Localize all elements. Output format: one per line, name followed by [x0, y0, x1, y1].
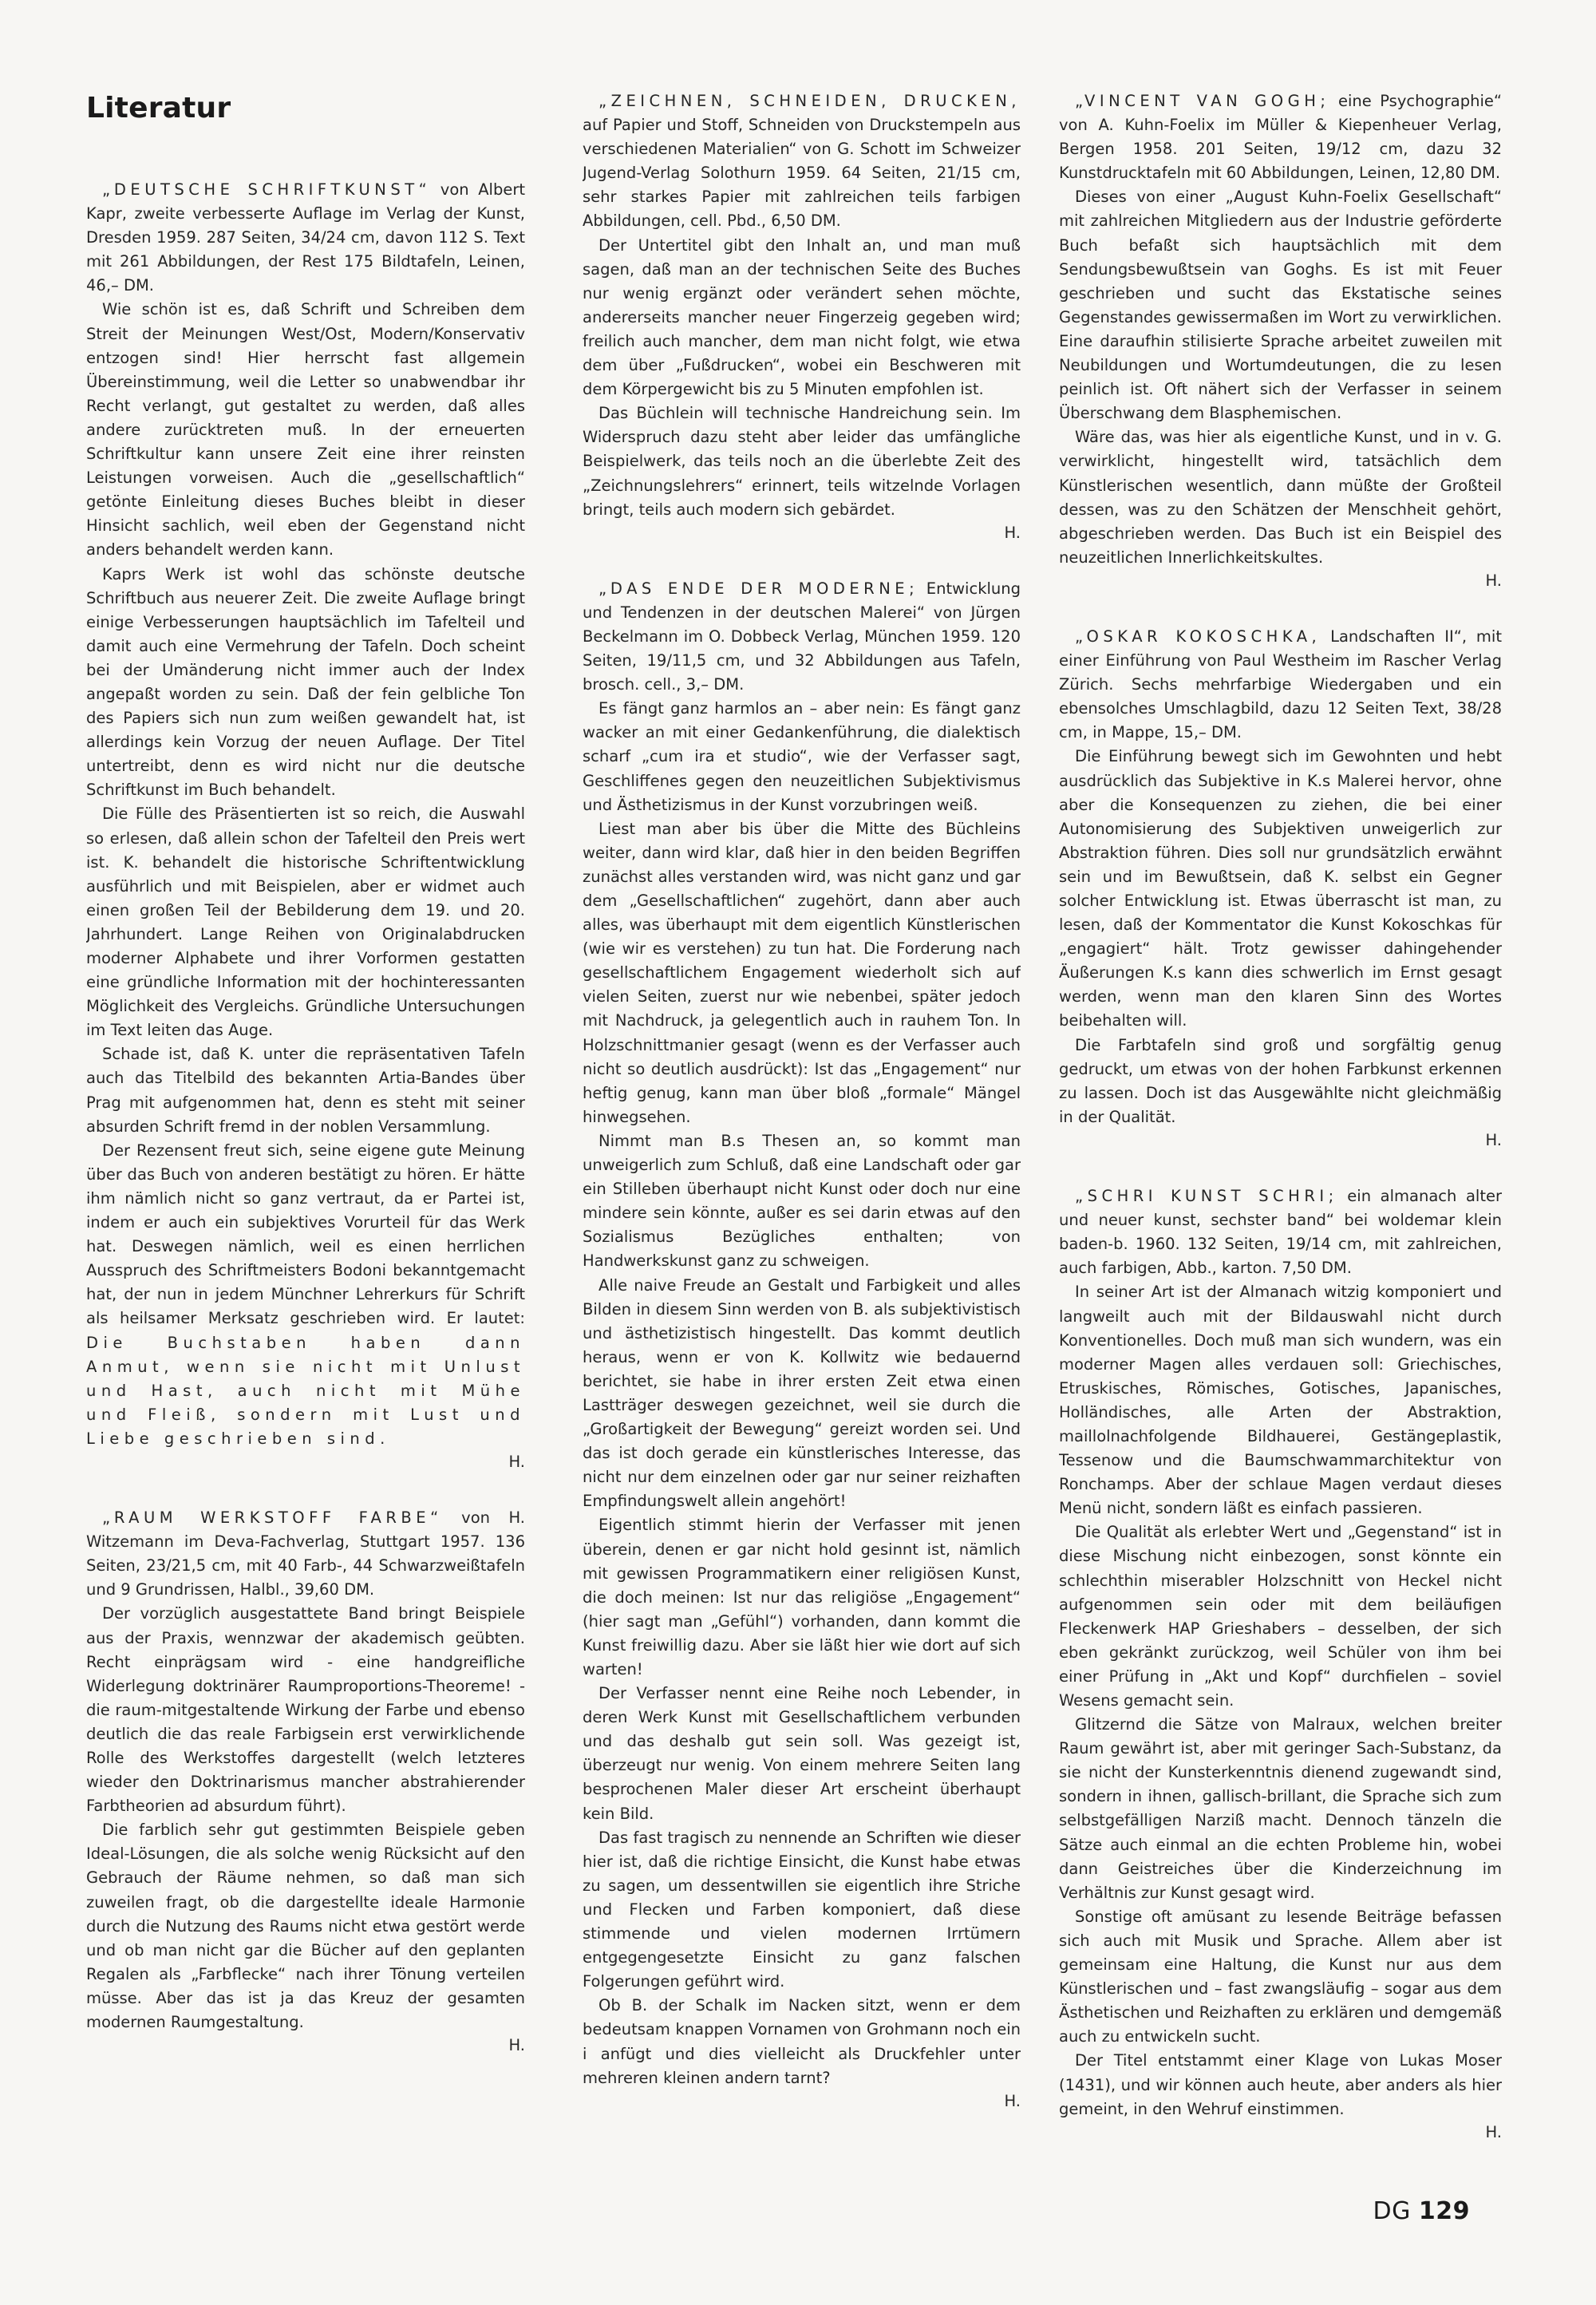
journal-abbreviation: DG: [1373, 2197, 1411, 2225]
review-citation: „DEUTSCHE SCHRIFTKUNST“ von Albert Kapr, zweite verbesserte Auflage im Verlag der Kunst, Dresden 1959. 287 Seiten, 34/24 cm, davon 112 S. Text mit 261 Abbildungen, der Rest 175 Bildtafeln, Leinen, 46,– DM.: [86, 180, 525, 295]
review-schri-kunst-schri: [1059, 1184, 1502, 2145]
review-das-ende-der-moderne: [583, 577, 1021, 2113]
review-oskar-kokoschka: [1059, 625, 1502, 1152]
review-citation: „VINCENT VAN GOGH; eine Psychographie“ von A. Kuhn-Foelix im Müller & Kiepenheuer Verlag, Bergen 1958. 201 Seiten, 19/12 cm, dazu 32 Kunstdrucktafeln mit 60 Abbildungen, Leinen, 12,80 DM.: [1059, 92, 1502, 183]
review-paragraph: Der Verfasser nennt eine Reihe noch Lebender, in deren Werk Kunst mit Gesellschaftlichem verbunden und das deshalb gut sein soll. Was gezeigt ist, überzeugt nur wenig. Von einem mehrere Seiten lang besprochenen Maler dieser Art erscheint überhaupt kein Bild.: [583, 1684, 1021, 1823]
review-citation: „OSKAR KOKOSCHKA, Landschaften II“, mit einer Einführung von Paul Westheim im Rascher Verlag Zürich. Sechs mehrfarbige Wiedergaben und ein ebensolches Umschlagbild, dazu 12 Seiten Text, 38/28 cm, in Mappe, 15,– DM.: [1059, 627, 1502, 742]
review-paragraph: Eigentlich stimmt hierin der Verfasser mit jenen überein, denen er gar nicht hold gesinnt ist, nämlich mit gewissen Programmatikern einer religiösen Kunst, die doch meinen: Ist nur das religiöse „Engagement“ (hier sagt man „Gefühl“) vorhanden, dann kommt die Kunst freiwillig dazu. Aber sie läßt hier wie dort auf sich warten!: [583, 1516, 1021, 1678]
review-paragraph: Wie schön ist es, daß Schrift und Schreiben dem Streit der Meinungen West/Ost, Modern/Konservativ entzogen sind! Hier herrscht fast allgemein Übereinstimmung, weil die Letter so unabwendbar ihr Recht verlangt, gut gestaltet zu werden, daß alles andere zurücktreten muß. In der erneuerten Schriftkultur kann unsere Zeit eine ihrer reinsten Leistungen vorweisen. Auch die „gesellschaftlich“ getönte Einleitung dieses Buches bleibt in dieser Hinsicht sachlich, weil eben der Gegenstand nicht anders behandelt werden kann.: [86, 300, 525, 559]
column-right: [1059, 89, 1502, 2173]
review-paragraph: Dieses von einer „August Kuhn-Foelix Gesellschaft“ mit zahlreichen Mitgliedern aus der Industrie geförderte Buch befaßt sich hauptsächlich mit dem Sendungsbewußtsein van Goghs. Es ist mit Feuer geschrieben und sucht das Ekstatische seines Gegenstandes gewissermaßen im Wort zu verwirklichen. Eine daraufhin stilisierte Sprache arbeitet zuweilen mit Neubildungen und Wortumdeutungen, die zu lesen peinlich ist. Oft nähert sich der Verfasser in seinem Überschwang dem Blasphemischen.: [1059, 188, 1502, 423]
review-paragraph: Der Rezensent freut sich, seine eigene gute Meinung über das Buch von anderen bestätigt zu hören. Er hätte ihm nämlich nicht so ganz vertraut, da er Partei ist, indem er auch ein subjektives Vorurteil für das Werk hat. Deswegen nämlich, weil es einen herrlichen Ausspruch des Schriftmeisters Bodoni bekanntgemacht hat, der nun in jedem Münchner Lehrerkurs für Schrift als heilsamer Merksatz geschrieben wird. Er lautet: Die Buchstaben haben dann Anmut, wenn sie nicht mit Unlust und Hast, auch nicht mit Mühe und Fleiß, sondern mit Lust und Liebe geschrieben sind.: [86, 1141, 525, 1448]
review-title: „DEUTSCHE SCHRIFTKUNST“: [102, 180, 432, 199]
review-paragraph: Kaprs Werk ist wohl das schönste deutsche Schriftbuch aus neuerer Zeit. Die zweite Auflage bringt einige Verbesserungen hauptsächlich im Tafelteil und damit auch eine Vermehrung der Tafeln. Doch scheint bei der Umänderung nicht immer auch der Index angepaßt worden zu sein. Daß der fein gelbliche Ton des Papiers sich nun zum weißen gewandelt hat, ist allerdings kein Vorzug der neuen Auflage. Der Titel untertreibt, denn es wird nicht nur die deutsche Schriftkunst im Buch behandelt.: [86, 564, 525, 800]
review-signature: H.: [1004, 523, 1021, 542]
review-paragraph: Liest man aber bis über die Mitte des Büchleins weiter, dann wird klar, daß hier in den beiden Begriffen zunächst alles verstanden wird, was nicht ganz und gar dem „Gesellschaftlichen“ zugehört, dann aber auch alles, was überhaupt mit dem eigentlich Künstlerischen (wie wir es verstehen) zu tun hat. Die Forderung nach gesellschaftlichem Engagement wiederholt sich auf vielen Seiten, zuerst nur wie nebenbei, später jedoch mit Nachdruck, ja gelegentlich auch in rauhem Ton. In Holzschnittmanier gesagt (wenn es der Verfasser auch nicht so deutlich ausdrückt): Ist das „Engagement“ nur heftig genug, kann man über bloß „formale“ Mängel hinwegsehen.: [583, 819, 1021, 1126]
review-title: „VINCENT VAN GOGH;: [1075, 92, 1330, 110]
review-paragraph: Sonstige oft amüsant zu lesende Beiträge befassen sich auch mit Musik und Sprache. Allem aber ist gemeinsam eine Haltung, die Kunst nur aus dem Künstlerischen und – fast zwangsläufig – sogar aus dem Ästhetischen und Reizhaften zu erklären und demgemäß auch zu entwickeln sucht.: [1059, 1907, 1502, 2046]
review-paragraph: Die farblich sehr gut gestimmten Beispiele geben Ideal-Lösungen, die als solche wenig Rücksicht auf den Gebrauch der Räume nehmen, so daß man sich zuweilen fragt, ob die dargestellte ideale Harmonie durch die Nutzung des Raums nicht etwa gestört werde und ob man nicht gar die Bücher auf den geplanten Regalen als „Farbflecke“ nach ihrer Tönung verteilen müsse. Aber das ist ja das Kreuz der gesamten modernen Raumgestaltung.: [86, 1821, 525, 2032]
review-signature: H.: [1004, 2091, 1021, 2110]
review-paragraph: Der Titel entstammt einer Klage von Lukas Moser (1431), und wir können auch heute, aber anders als hier gemeint, in den Wehruf einstimmen.: [1059, 2051, 1502, 2118]
review-paragraph: Schade ist, daß K. unter die repräsentativen Tafeln auch das Titelbild des bekannten Artia-Bandes über Prag mit aufgenommen hat, denn es steht mit seiner absurden Schrift fremd in der noblen Versammlung.: [86, 1045, 525, 1136]
review-paragraph: Der vorzüglich ausgestattete Band bringt Beispiele aus der Praxis, wennzwar der akademisch geübten. Recht einprägsam wird - eine handgreifliche Widerlegung doktrinärer Raumproportions-Theoreme! - die raum-mitgestaltende Wirkung der Farbe und ebenso deutlich die das reale Farbigsein erst verwirklichende Rolle des Werkstoffes dargestellt (welch letzteres wieder den Doktrinarismus mancher abstrahierender Farbtheorien ad absurdum führt).: [86, 1604, 525, 1816]
review-title: „RAUM WERKSTOFF FARBE“: [102, 1508, 443, 1528]
column-left: [86, 89, 525, 2173]
review-signature: H.: [1485, 2122, 1502, 2141]
review-paragraph: Die Fülle des Präsentierten ist so reich, die Auswahl so erlesen, daß allein schon der Tafelteil den Preis wert ist. K. behandelt die historische Schriftentwicklung ausführlich und mit Beispielen, aber er widmet auch einen großen Teil der Bebilderung dem 19. und 20. Jahrhundert. Lange Reihen von Originalabdrucken moderner Alphabete und ihrer Vorformen gestatten eine gründliche Information mit der hochinteressanten Möglichkeit des Vergleichs. Gründliche Untersuchungen im Text leiten das Auge.: [86, 805, 525, 1040]
section-title: Literatur: [86, 92, 231, 125]
review-title: „SCHRI KUNST SCHRI;: [1075, 1187, 1338, 1206]
review-citation: „RAUM WERKSTOFF FARBE“ von H. Witzemann im Deva-Fachverlag, Stuttgart 1957. 136 Seiten, 23/21,5 cm, mit 40 Farb-, 44 Schwarzweißtafeln und 9 Grundrissen, Halbl., 39,60 DM.: [86, 1508, 525, 1599]
review-paragraph: Glitzernd die Sätze von Malraux, welchen breiter Raum gewährt ist, aber mit geringer Sach-Substanz, da sie nicht der Kunsterkenntnis dienend zugewandt sind, sondern in ihnen, gallisch-brillant, die Sprache sich zum selbstgefälligen Narziß macht. Dennoch tänzeln die Sätze auch einmal an die echten Probleme hin, wobei dann Geistreiches über die Kinderzeichnung im Verhältnis zur Kunst gesagt wird.: [1059, 1715, 1502, 1902]
review-title: „ZEICHNEN, SCHNEIDEN, DRUCKEN,: [598, 92, 1021, 110]
review-paragraph: Die Farbtafeln sind groß und sorgfältig genug gedruckt, um etwas von der hohen Farbkunst erkennen zu lassen. Doch ist das Ausgewählte nicht gleichmäßig in der Qualität.: [1059, 1035, 1502, 1126]
review-paragraph: In seiner Art ist der Almanach witzig komponiert und langweilt auch mit der Bildauswahl nicht durch Konventionelles. Doch muß man sich wundern, was ein moderner Magen alles verdauen soll: Griechisches, Etruskisches, Römisches, Gotisches, Japanisches, Holländisches, alle Arten der Abstraktion, maillolnachfolgende Bildhauerei, Gestängeplastik, Tessenow und die Baumschwammarchitektur von Ronchamps. Aber der schlaue Magen verdaut dieses Menü nicht, sondern läßt es einfach passieren.: [1059, 1283, 1502, 1518]
review-raum-werkstoff-farbe: [86, 1506, 525, 2058]
column-middle: [583, 89, 1021, 2173]
review-title: „OSKAR KOKOSCHKA,: [1075, 627, 1321, 646]
review-signature: H.: [1485, 1130, 1502, 1149]
review-paragraph: Die Einführung bewegt sich im Gewohnten und hebt ausdrücklich das Subjektive in K.s Malerei hervor, ohne aber die Konsequenzen zu ziehen, die bei einer Autonomisierung des Subjektiven unweigerlich zur Abstraktion führen. Dies soll nur grundsätzlich erwähnt sein und im Bewußtsein, daß K. selbst ein Gegner solcher Entwicklung ist. Etwas überrascht ist man, zu lesen, daß der Kommentator die Kunst Kokoschkas für „engagiert“ hält. Trotz gewisser dahingehender Äußerungen K.s kann dies schwerlich im Ernst gesagt werden, wenn man den klaren Sinn des Wortes beibehalten will.: [1059, 747, 1502, 1030]
review-zeichnen-schneiden-drucken: [583, 89, 1021, 545]
review-paragraph: Wäre das, was hier als eigentliche Kunst, und in v. G. verwirklicht, hingestellt wird, tatsächlich dem Künstlerischen wesentlich, dann müßte der Großteil dessen, was zu den Schätzen der Menschheit gehört, abgeschrieben werden. Das Buch ist ein Beispiel des neuzeitlichen Innerlichkeitskultes.: [1059, 428, 1502, 567]
review-vincent-van-gogh: [1059, 89, 1502, 593]
review-signature: H.: [508, 1452, 525, 1471]
bodoni-quote: Die Buchstaben haben dann Anmut, wenn sie nicht mit Unlust und Hast, auch nicht mit Mühe und Fleiß, sondern mit Lust und Liebe geschrieben sind.: [86, 1333, 525, 1448]
review-citation: „ZEICHNEN, SCHNEIDEN, DRUCKEN, auf Papier und Stoff, Schneiden von Druckstempeln aus verschiedenen Materialien“ von G. Schott im Schweizer Jugend-Verlag Solothurn 1959. 64 Seiten, 21/15 cm, sehr starkes Papier mit zahlreichen teils farbigen Abbildungen, cell. Pbd., 6,50 DM.: [583, 92, 1021, 231]
review-paragraph: Das Büchlein will technische Handreichung sein. Im Widerspruch dazu steht aber leider das umfängliche Beispielwerk, das teils noch an die überlebte Zeit des „Zeichnungslehrers“ erinnert, teils witzelnde Vorlagen bringt, teils auch modern sich gebärdet.: [583, 404, 1021, 519]
page-footer: [1373, 2197, 1470, 2225]
review-citation: „SCHRI KUNST SCHRI; ein almanach alter und neuer kunst, sechster band“ bei woldemar klein baden-b. 1960. 132 Seiten, 19/14 cm, mit zahlreichen, auch farbigen, Abb., karton. 7,50 DM.: [1059, 1187, 1502, 1278]
review-paragraph: Das fast tragisch zu nennende an Schriften wie dieser hier ist, daß die richtige Einsicht, die Kunst habe etwas zu sagen, um dessentwillen sie eigentlich ihre Striche und Flecken und Farben komponiert, daß diese stimmende und vielen modernen Irrtümern entgegengesetzte Einsicht zu ganz falschen Folgerungen geführt wird.: [583, 1828, 1021, 1991]
review-paragraph: Die Qualität als erlebter Wert und „Gegenstand“ ist in diese Mischung nicht einbezogen, sonst könnte ein schlechthin miserabler Holzschnitt von Heckel nicht aufgenommen sein oder mit dem beiläufigen Fleckenwerk HAP Grieshabers – desselben, der sich eben gekränkt zurückzog, weil Schüler von ihm bei einer Prüfung in „Akt und Kopf“ durchfielen – soviel Wesens gemacht sein.: [1059, 1523, 1502, 1710]
review-citation: „DAS ENDE DER MODERNE; Entwicklung und Tendenzen in der deutschen Malerei“ von Jürgen Beckelmann im O. Dobbeck Verlag, München 1959. 120 Seiten, 19/11,5 cm, und 32 Abbildungen aus Tafeln, brosch. cell., 3,– DM.: [583, 579, 1021, 694]
review-paragraph: Ob B. der Schalk im Nacken sitzt, wenn er dem bedeutsam knappen Vornamen von Grohmann noch ein i anfügt und dies vielleicht als Druckfehler unter mehreren kleinen andern tarnt?: [583, 1996, 1021, 2087]
review-paragraph: Nimmt man B.s Thesen an, so kommt man unweigerlich zum Schluß, daß eine Landschaft oder gar ein Stilleben überhaupt nicht Kunst oder doch nur eine mindere sein könnte, außer es sei darin etwas auf den Sozialismus Bezügliches enthalten; von Handwerkskunst ganz zu schweigen.: [583, 1131, 1021, 1271]
review-signature: H.: [1485, 571, 1502, 590]
review-signature: H.: [508, 2036, 525, 2055]
page-number: 129: [1418, 2197, 1470, 2225]
review-paragraph: Alle naive Freude an Gestalt und Farbigkeit und alles Bilden in diesem Sinn werden von B. als subjektivistisch und ästhetizistisch hingestellt. Das kommt deutlich heraus, wenn er von K. Kollwitz wie bedauernd berichtet, sie habe in ihrer ersten Zeit etwa einen Lastträger deswegen gezeichnet, weil sie durch die „Großartigkeit der Bewegung“ gereizt worden sei. Und das ist doch gerade ein künstlerisches Interesse, das nicht nur dem einzelnen oder gar nur seiner reizhaften Empfindungswelt allein angehört!: [583, 1275, 1021, 1511]
review-paragraph: Der Untertitel gibt den Inhalt an, und man muß sagen, daß man an der technischen Seite des Buches nur wenig ergänzt oder verändert sehen möchte, andererseits mancher neuer Fingerzeig gegeben wird; freilich auch mancher, dem man nicht folgt, wie etwa dem über „Fußdrucken“, wobei ein Beschweren mit dem Körpergewicht bis zu 5 Minuten empfohlen ist.: [583, 235, 1021, 399]
review-deutsche-schriftkunst: [86, 178, 525, 1474]
review-paragraph: Es fängt ganz harmlos an – aber nein: Es fängt ganz wacker an mit einer Gedankenführung, die dialektisch scharf „cum ira et studio“, wie der Verfasser sagt, Geschliffenes gegen den neuzeitlichen Subjektivismus und Ästhetizismus in der Kunst vorzubringen weiß.: [583, 699, 1021, 814]
review-title: „DAS ENDE DER MODERNE;: [598, 579, 919, 598]
